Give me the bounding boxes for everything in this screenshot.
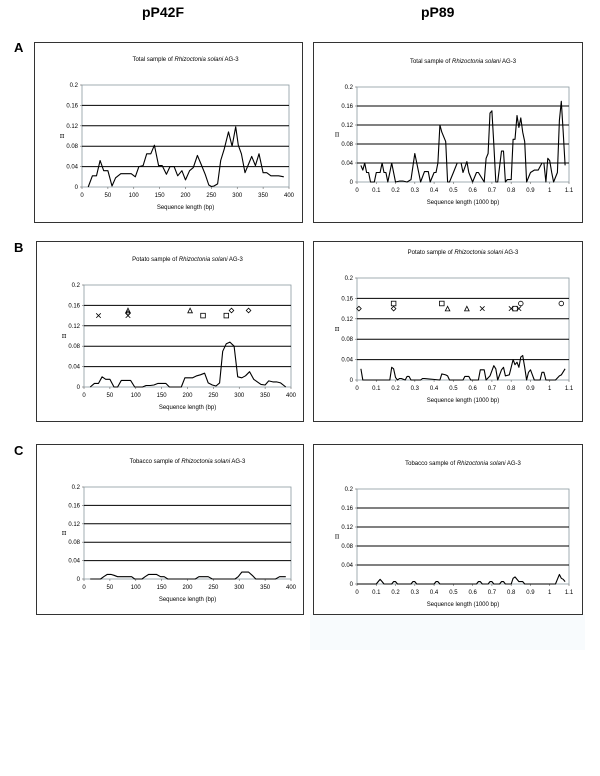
- svg-text:π: π: [334, 130, 340, 139]
- svg-text:50: 50: [106, 393, 114, 399]
- svg-text:0.8: 0.8: [507, 188, 516, 194]
- svg-text:0: 0: [355, 590, 359, 596]
- chart-title: Total sample of Rhizoctonia solani AG-3: [409, 59, 517, 65]
- svg-text:0.08: 0.08: [341, 142, 353, 148]
- svg-text:0.08: 0.08: [66, 144, 78, 151]
- svg-text:Sequence length (bp): Sequence length (bp): [156, 205, 215, 211]
- chart-title: Tobacco sample of Rhizoctonia solani AG-3: [405, 461, 521, 467]
- svg-text:0.8: 0.8: [507, 590, 516, 596]
- background-strip: [310, 614, 585, 650]
- svg-text:π: π: [61, 529, 67, 537]
- svg-text:0: 0: [82, 393, 86, 399]
- svg-text:0.12: 0.12: [341, 525, 353, 531]
- chart-a-pP42F: [34, 42, 303, 223]
- svg-text:0: 0: [349, 180, 353, 186]
- svg-text:0.04: 0.04: [341, 563, 353, 569]
- svg-text:0.16: 0.16: [341, 296, 353, 303]
- svg-text:100: 100: [128, 193, 139, 199]
- plot-area: [314, 445, 584, 616]
- svg-text:400: 400: [285, 585, 297, 591]
- svg-text:0.2: 0.2: [344, 487, 353, 493]
- svg-text:Sequence length (1000 bp): Sequence length (1000 bp): [426, 602, 500, 608]
- svg-text:300: 300: [234, 393, 245, 399]
- panel-label-a: A: [14, 40, 24, 55]
- svg-text:0.4: 0.4: [429, 590, 439, 596]
- svg-text:0.1: 0.1: [372, 188, 381, 194]
- svg-text:350: 350: [260, 585, 271, 591]
- svg-text:0.3: 0.3: [410, 188, 419, 194]
- svg-text:200: 200: [182, 585, 193, 591]
- svg-text:150: 150: [154, 193, 165, 199]
- svg-text:0.16: 0.16: [68, 503, 80, 510]
- svg-text:0.2: 0.2: [71, 283, 80, 289]
- svg-text:0.6: 0.6: [468, 590, 477, 596]
- svg-text:50: 50: [104, 193, 112, 199]
- plot-area: [37, 242, 305, 423]
- svg-text:0.04: 0.04: [66, 164, 78, 171]
- panel-label-c: C: [14, 443, 24, 458]
- svg-text:0.08: 0.08: [68, 540, 80, 547]
- svg-text:0.08: 0.08: [68, 344, 80, 351]
- plot-area: [314, 242, 584, 423]
- svg-text:0.6: 0.6: [468, 386, 477, 392]
- svg-text:0.16: 0.16: [341, 506, 353, 512]
- svg-text:0.12: 0.12: [66, 123, 78, 130]
- svg-text:400: 400: [283, 193, 295, 199]
- svg-text:0.2: 0.2: [391, 188, 400, 194]
- svg-text:1: 1: [548, 590, 552, 596]
- svg-text:0.7: 0.7: [487, 386, 497, 392]
- svg-text:0: 0: [82, 585, 86, 591]
- chart-a-pP89: [313, 42, 583, 223]
- svg-text:0.2: 0.2: [71, 485, 80, 491]
- chart-title: Tobacco sample of Rhizoctonia solani AG-3: [129, 459, 246, 465]
- svg-text:0.8: 0.8: [507, 386, 516, 392]
- svg-text:0: 0: [76, 385, 80, 391]
- svg-text:150: 150: [156, 393, 167, 399]
- svg-text:100: 100: [130, 393, 141, 399]
- chart-title: Total sample of Rhizoctonia solani AG-3: [132, 57, 239, 63]
- svg-text:250: 250: [208, 585, 219, 591]
- svg-text:π: π: [61, 332, 67, 340]
- svg-text:250: 250: [208, 393, 219, 399]
- chart-title: Potato sample of Rhizoctonia solani AG-3: [407, 250, 519, 256]
- svg-text:0: 0: [355, 188, 359, 194]
- svg-text:250: 250: [206, 193, 217, 199]
- svg-text:0.3: 0.3: [410, 590, 419, 596]
- svg-text:0: 0: [76, 577, 80, 583]
- svg-text:50: 50: [106, 585, 114, 591]
- svg-text:1: 1: [548, 188, 552, 194]
- chart-b-pP42F: [36, 241, 304, 422]
- svg-text:0.12: 0.12: [341, 316, 353, 323]
- plot-area: [35, 43, 304, 224]
- svg-text:0.1: 0.1: [372, 386, 381, 392]
- svg-text:Sequence length (bp): Sequence length (bp): [158, 597, 217, 603]
- svg-text:0.5: 0.5: [449, 386, 458, 392]
- svg-text:0: 0: [349, 582, 353, 588]
- chart-c-pP89: [313, 444, 583, 615]
- svg-text:300: 300: [234, 585, 245, 591]
- svg-text:0.3: 0.3: [410, 386, 419, 392]
- column-title-pP42F: pP42F: [142, 4, 185, 20]
- svg-text:0.08: 0.08: [341, 337, 353, 344]
- svg-text:0.2: 0.2: [344, 276, 353, 282]
- svg-text:Sequence length (1000 bp): Sequence length (1000 bp): [426, 200, 500, 206]
- svg-text:0.12: 0.12: [68, 323, 80, 330]
- svg-text:0.6: 0.6: [468, 188, 477, 194]
- svg-text:0.5: 0.5: [449, 590, 458, 596]
- svg-text:0.5: 0.5: [449, 188, 458, 194]
- svg-text:350: 350: [260, 393, 271, 399]
- svg-text:0.9: 0.9: [526, 386, 535, 392]
- panel-label-b: B: [14, 240, 24, 255]
- svg-text:0: 0: [349, 378, 353, 384]
- svg-text:0.7: 0.7: [487, 188, 497, 194]
- svg-text:1: 1: [548, 386, 552, 392]
- svg-text:1.1: 1.1: [564, 590, 574, 596]
- svg-text:Sequence length (1000 bp): Sequence length (1000 bp): [426, 398, 500, 404]
- svg-text:0.04: 0.04: [341, 161, 353, 167]
- svg-text:0.2: 0.2: [344, 85, 353, 91]
- svg-text:200: 200: [180, 193, 191, 199]
- svg-text:0.16: 0.16: [68, 303, 80, 310]
- svg-text:0: 0: [74, 185, 78, 191]
- svg-text:π: π: [334, 532, 340, 541]
- column-title-pP89: pP89: [421, 4, 455, 20]
- svg-text:0.7: 0.7: [487, 590, 497, 596]
- svg-text:350: 350: [258, 193, 269, 199]
- svg-text:0.04: 0.04: [68, 558, 80, 565]
- plot-area: [37, 445, 305, 616]
- svg-text:0.9: 0.9: [526, 188, 535, 194]
- svg-text:Sequence length (bp): Sequence length (bp): [158, 405, 217, 411]
- svg-text:0: 0: [355, 386, 359, 392]
- svg-text:1.1: 1.1: [564, 386, 574, 392]
- svg-text:0.2: 0.2: [391, 386, 400, 392]
- svg-text:π: π: [59, 132, 65, 140]
- svg-text:0.04: 0.04: [68, 364, 80, 371]
- svg-text:0.16: 0.16: [66, 103, 78, 110]
- svg-text:0.08: 0.08: [341, 544, 353, 550]
- svg-text:0.04: 0.04: [341, 357, 353, 364]
- chart-b-pP89: [313, 241, 583, 422]
- svg-text:1.1: 1.1: [564, 188, 574, 194]
- svg-text:100: 100: [130, 585, 141, 591]
- svg-text:150: 150: [156, 585, 167, 591]
- svg-text:200: 200: [182, 393, 193, 399]
- svg-text:0.1: 0.1: [372, 590, 381, 596]
- svg-text:0: 0: [80, 193, 84, 199]
- svg-text:300: 300: [232, 193, 243, 199]
- chart-title: Potato sample of Rhizoctonia solani AG-3: [132, 257, 243, 263]
- svg-text:0.12: 0.12: [68, 521, 80, 528]
- plot-area: [314, 43, 584, 224]
- svg-text:0.4: 0.4: [429, 386, 439, 392]
- svg-text:0.9: 0.9: [526, 590, 535, 596]
- svg-text:0.12: 0.12: [341, 123, 353, 129]
- svg-text:0.16: 0.16: [341, 104, 353, 110]
- svg-text:0.2: 0.2: [391, 590, 400, 596]
- svg-text:π: π: [334, 325, 340, 333]
- svg-text:0.2: 0.2: [69, 83, 78, 89]
- chart-c-pP42F: [36, 444, 304, 615]
- svg-text:0.4: 0.4: [429, 188, 439, 194]
- svg-text:400: 400: [285, 393, 297, 399]
